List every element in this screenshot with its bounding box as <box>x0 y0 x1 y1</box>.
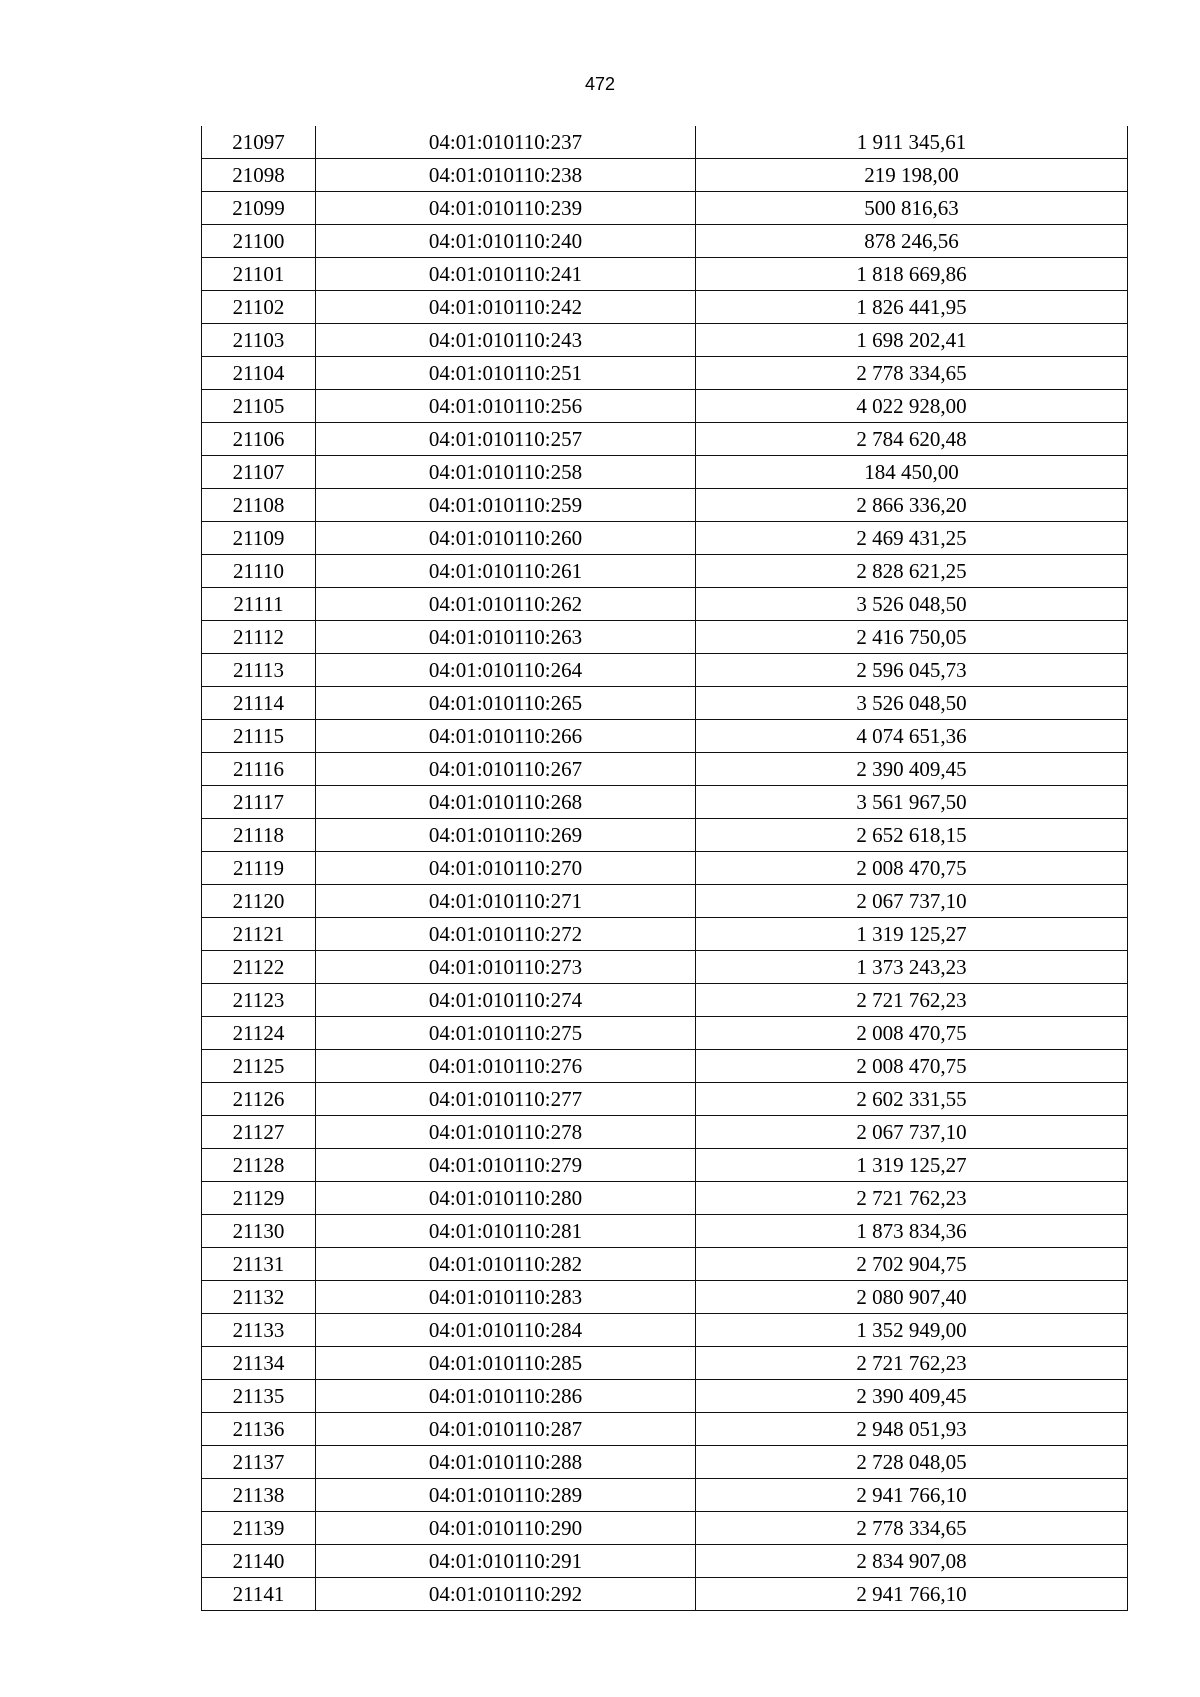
cadastral-value-cell: 2 596 045,73 <box>696 654 1128 687</box>
cadastral-value-table <box>201 126 1128 1611</box>
cadastral-number-cell: 04:01:010110:292 <box>316 1578 696 1611</box>
row-number-cell: 21132 <box>202 1281 316 1314</box>
table-row <box>202 1347 1128 1380</box>
row-number-cell: 21118 <box>202 819 316 852</box>
table-row <box>202 786 1128 819</box>
cadastral-number-cell: 04:01:010110:278 <box>316 1116 696 1149</box>
cadastral-value-cell: 2 652 618,15 <box>696 819 1128 852</box>
row-number-cell: 21125 <box>202 1050 316 1083</box>
table-row <box>202 1281 1128 1314</box>
cadastral-number-cell: 04:01:010110:288 <box>316 1446 696 1479</box>
row-number-cell: 21123 <box>202 984 316 1017</box>
row-number-cell: 21107 <box>202 456 316 489</box>
table-row <box>202 291 1128 324</box>
cadastral-number-cell: 04:01:010110:280 <box>316 1182 696 1215</box>
row-number-cell: 21130 <box>202 1215 316 1248</box>
cadastral-number-cell: 04:01:010110:262 <box>316 588 696 621</box>
cadastral-number-cell: 04:01:010110:239 <box>316 192 696 225</box>
table-row <box>202 390 1128 423</box>
cadastral-number-cell: 04:01:010110:284 <box>316 1314 696 1347</box>
row-number-cell: 21141 <box>202 1578 316 1611</box>
cadastral-value-cell: 2 721 762,23 <box>696 1347 1128 1380</box>
cadastral-number-cell: 04:01:010110:274 <box>316 984 696 1017</box>
cadastral-value-cell: 2 828 621,25 <box>696 555 1128 588</box>
row-number-cell: 21121 <box>202 918 316 951</box>
table-row <box>202 1380 1128 1413</box>
cadastral-number-cell: 04:01:010110:276 <box>316 1050 696 1083</box>
cadastral-number-cell: 04:01:010110:240 <box>316 225 696 258</box>
row-number-cell: 21124 <box>202 1017 316 1050</box>
row-number-cell: 21131 <box>202 1248 316 1281</box>
row-number-cell: 21116 <box>202 753 316 786</box>
cadastral-value-cell: 2 941 766,10 <box>696 1479 1128 1512</box>
table-row <box>202 1149 1128 1182</box>
cadastral-number-cell: 04:01:010110:266 <box>316 720 696 753</box>
table-row <box>202 588 1128 621</box>
cadastral-value-cell: 2 602 331,55 <box>696 1083 1128 1116</box>
cadastral-number-cell: 04:01:010110:281 <box>316 1215 696 1248</box>
cadastral-number-cell: 04:01:010110:238 <box>316 159 696 192</box>
row-number-cell: 21140 <box>202 1545 316 1578</box>
cadastral-number-cell: 04:01:010110:279 <box>316 1149 696 1182</box>
cadastral-number-cell: 04:01:010110:259 <box>316 489 696 522</box>
table-row <box>202 687 1128 720</box>
cadastral-value-cell: 2 728 048,05 <box>696 1446 1128 1479</box>
cadastral-number-cell: 04:01:010110:265 <box>316 687 696 720</box>
cadastral-number-cell: 04:01:010110:264 <box>316 654 696 687</box>
row-number-cell: 21139 <box>202 1512 316 1545</box>
row-number-cell: 21108 <box>202 489 316 522</box>
cadastral-number-cell: 04:01:010110:263 <box>316 621 696 654</box>
table-row <box>202 1413 1128 1446</box>
row-number-cell: 21117 <box>202 786 316 819</box>
cadastral-number-cell: 04:01:010110:275 <box>316 1017 696 1050</box>
row-number-cell: 21097 <box>202 126 316 159</box>
cadastral-value-cell: 4 074 651,36 <box>696 720 1128 753</box>
table-row <box>202 1545 1128 1578</box>
cadastral-value-cell: 2 008 470,75 <box>696 852 1128 885</box>
table-row <box>202 1116 1128 1149</box>
table-row <box>202 1050 1128 1083</box>
cadastral-number-cell: 04:01:010110:242 <box>316 291 696 324</box>
table-row <box>202 555 1128 588</box>
row-number-cell: 21106 <box>202 423 316 456</box>
table-row <box>202 225 1128 258</box>
cadastral-value-cell: 2 390 409,45 <box>696 753 1128 786</box>
cadastral-number-cell: 04:01:010110:251 <box>316 357 696 390</box>
cadastral-number-cell: 04:01:010110:241 <box>316 258 696 291</box>
cadastral-value-cell: 2 834 907,08 <box>696 1545 1128 1578</box>
cadastral-number-cell: 04:01:010110:273 <box>316 951 696 984</box>
cadastral-number-cell: 04:01:010110:271 <box>316 885 696 918</box>
cadastral-number-cell: 04:01:010110:243 <box>316 324 696 357</box>
cadastral-value-cell: 2 067 737,10 <box>696 1116 1128 1149</box>
row-number-cell: 21098 <box>202 159 316 192</box>
cadastral-number-cell: 04:01:010110:282 <box>316 1248 696 1281</box>
cadastral-number-cell: 04:01:010110:286 <box>316 1380 696 1413</box>
row-number-cell: 21109 <box>202 522 316 555</box>
table-row <box>202 1314 1128 1347</box>
cadastral-value-cell: 2 008 470,75 <box>696 1050 1128 1083</box>
row-number-cell: 21119 <box>202 852 316 885</box>
cadastral-value-cell: 2 941 766,10 <box>696 1578 1128 1611</box>
cadastral-number-cell: 04:01:010110:291 <box>316 1545 696 1578</box>
cadastral-value-cell: 2 721 762,23 <box>696 984 1128 1017</box>
row-number-cell: 21128 <box>202 1149 316 1182</box>
table-row <box>202 258 1128 291</box>
row-number-cell: 21129 <box>202 1182 316 1215</box>
table-row <box>202 852 1128 885</box>
table-row <box>202 1446 1128 1479</box>
table-row <box>202 984 1128 1017</box>
cadastral-value-cell: 184 450,00 <box>696 456 1128 489</box>
row-number-cell: 21112 <box>202 621 316 654</box>
table-row <box>202 1215 1128 1248</box>
cadastral-value-cell: 4 022 928,00 <box>696 390 1128 423</box>
table-row <box>202 324 1128 357</box>
table-row <box>202 720 1128 753</box>
table-row <box>202 885 1128 918</box>
cadastral-number-cell: 04:01:010110:269 <box>316 819 696 852</box>
cadastral-number-cell: 04:01:010110:237 <box>316 126 696 159</box>
table-row <box>202 1017 1128 1050</box>
row-number-cell: 21100 <box>202 225 316 258</box>
cadastral-value-cell: 2 784 620,48 <box>696 423 1128 456</box>
cadastral-value-cell: 219 198,00 <box>696 159 1128 192</box>
cadastral-value-cell: 1 698 202,41 <box>696 324 1128 357</box>
row-number-cell: 21099 <box>202 192 316 225</box>
table-row <box>202 159 1128 192</box>
row-number-cell: 21126 <box>202 1083 316 1116</box>
table-row <box>202 357 1128 390</box>
cadastral-value-cell: 2 948 051,93 <box>696 1413 1128 1446</box>
table-body <box>202 126 1128 1611</box>
cadastral-number-cell: 04:01:010110:272 <box>316 918 696 951</box>
table-row <box>202 126 1128 159</box>
cadastral-number-cell: 04:01:010110:260 <box>316 522 696 555</box>
cadastral-number-cell: 04:01:010110:289 <box>316 1479 696 1512</box>
row-number-cell: 21138 <box>202 1479 316 1512</box>
table-row <box>202 753 1128 786</box>
table-row <box>202 654 1128 687</box>
row-number-cell: 21115 <box>202 720 316 753</box>
row-number-cell: 21122 <box>202 951 316 984</box>
cadastral-number-cell: 04:01:010110:257 <box>316 423 696 456</box>
cadastral-value-cell: 2 390 409,45 <box>696 1380 1128 1413</box>
cadastral-value-cell: 500 816,63 <box>696 192 1128 225</box>
cadastral-number-cell: 04:01:010110:258 <box>316 456 696 489</box>
cadastral-value-cell: 2 721 762,23 <box>696 1182 1128 1215</box>
cadastral-value-cell: 1 352 949,00 <box>696 1314 1128 1347</box>
table-row <box>202 951 1128 984</box>
cadastral-value-cell: 2 416 750,05 <box>696 621 1128 654</box>
cadastral-number-cell: 04:01:010110:256 <box>316 390 696 423</box>
row-number-cell: 21134 <box>202 1347 316 1380</box>
table-row <box>202 192 1128 225</box>
cadastral-value-cell: 1 373 243,23 <box>696 951 1128 984</box>
table-row <box>202 423 1128 456</box>
table-row <box>202 918 1128 951</box>
row-number-cell: 21135 <box>202 1380 316 1413</box>
cadastral-value-cell: 1 826 441,95 <box>696 291 1128 324</box>
table-row <box>202 819 1128 852</box>
table-row <box>202 1578 1128 1611</box>
table-row <box>202 456 1128 489</box>
table-row <box>202 1248 1128 1281</box>
table-row <box>202 1182 1128 1215</box>
cadastral-value-cell: 1 911 345,61 <box>696 126 1128 159</box>
cadastral-number-cell: 04:01:010110:268 <box>316 786 696 819</box>
cadastral-number-cell: 04:01:010110:270 <box>316 852 696 885</box>
table-row <box>202 489 1128 522</box>
table-row <box>202 1512 1128 1545</box>
cadastral-value-cell: 2 080 907,40 <box>696 1281 1128 1314</box>
cadastral-number-cell: 04:01:010110:290 <box>316 1512 696 1545</box>
row-number-cell: 21104 <box>202 357 316 390</box>
row-number-cell: 21111 <box>202 588 316 621</box>
row-number-cell: 21113 <box>202 654 316 687</box>
cadastral-value-cell: 1 818 669,86 <box>696 258 1128 291</box>
row-number-cell: 21101 <box>202 258 316 291</box>
row-number-cell: 21105 <box>202 390 316 423</box>
cadastral-value-cell: 3 526 048,50 <box>696 687 1128 720</box>
table-row <box>202 621 1128 654</box>
table-row <box>202 1083 1128 1116</box>
cadastral-value-cell: 2 778 334,65 <box>696 357 1128 390</box>
cadastral-value-cell: 1 319 125,27 <box>696 918 1128 951</box>
row-number-cell: 21137 <box>202 1446 316 1479</box>
cadastral-number-cell: 04:01:010110:261 <box>316 555 696 588</box>
cadastral-value-cell: 2 008 470,75 <box>696 1017 1128 1050</box>
cadastral-value-cell: 2 778 334,65 <box>696 1512 1128 1545</box>
table-row <box>202 522 1128 555</box>
row-number-cell: 21127 <box>202 1116 316 1149</box>
cadastral-number-cell: 04:01:010110:277 <box>316 1083 696 1116</box>
cadastral-value-cell: 2 866 336,20 <box>696 489 1128 522</box>
cadastral-value-cell: 2 067 737,10 <box>696 885 1128 918</box>
table-row <box>202 1479 1128 1512</box>
cadastral-value-cell: 3 561 967,50 <box>696 786 1128 819</box>
row-number-cell: 21110 <box>202 555 316 588</box>
page-number: 472 <box>584 74 616 94</box>
cadastral-value-cell: 2 469 431,25 <box>696 522 1128 555</box>
cadastral-value-cell: 1 319 125,27 <box>696 1149 1128 1182</box>
cadastral-value-cell: 1 873 834,36 <box>696 1215 1128 1248</box>
row-number-cell: 21120 <box>202 885 316 918</box>
cadastral-number-cell: 04:01:010110:285 <box>316 1347 696 1380</box>
row-number-cell: 21102 <box>202 291 316 324</box>
cadastral-value-cell: 2 702 904,75 <box>696 1248 1128 1281</box>
row-number-cell: 21114 <box>202 687 316 720</box>
cadastral-value-cell: 878 246,56 <box>696 225 1128 258</box>
cadastral-number-cell: 04:01:010110:287 <box>316 1413 696 1446</box>
cadastral-number-cell: 04:01:010110:267 <box>316 753 696 786</box>
row-number-cell: 21136 <box>202 1413 316 1446</box>
cadastral-value-cell: 3 526 048,50 <box>696 588 1128 621</box>
row-number-cell: 21103 <box>202 324 316 357</box>
row-number-cell: 21133 <box>202 1314 316 1347</box>
cadastral-number-cell: 04:01:010110:283 <box>316 1281 696 1314</box>
